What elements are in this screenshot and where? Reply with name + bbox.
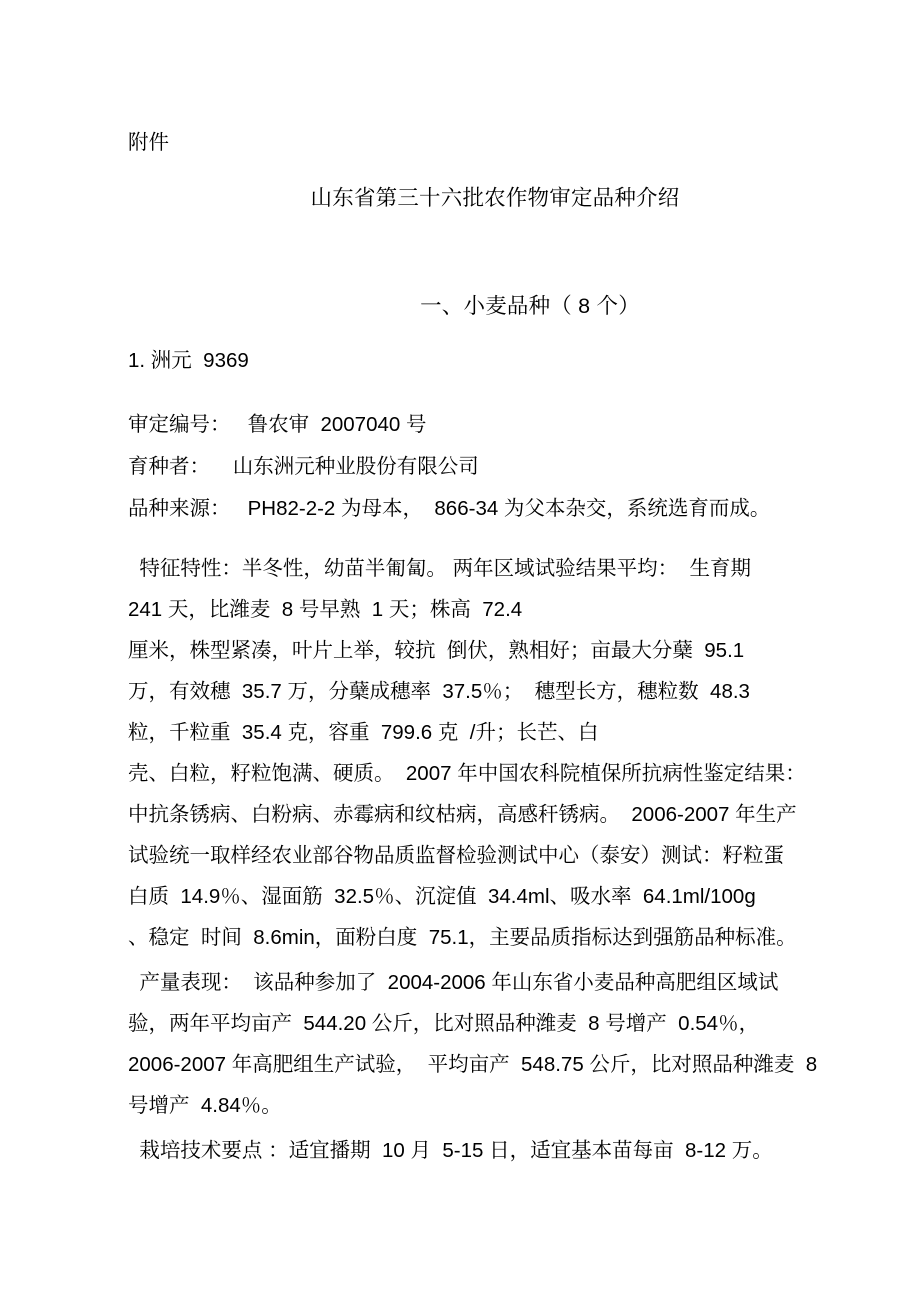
paragraph-characteristics bbox=[128, 548, 862, 958]
paragraph-line: 栽培技术要点 ：适宜播期 10 月 5-15 日，适宜基本苗每亩 8-12 万。 bbox=[128, 1139, 773, 1162]
variety-field-list bbox=[128, 404, 862, 530]
paragraph-cultivation-techniques bbox=[128, 1130, 862, 1171]
variety-name: 1. 洲元 9369 bbox=[128, 349, 249, 372]
section-heading-wheat-varieties: 一、小麦品种（ 8 个） bbox=[420, 294, 640, 318]
attachment-label: 附件 bbox=[128, 131, 169, 154]
paragraph-line: 2006-2007 年高肥组生产试验， 平均亩产 548.75 公斤，比对照品种潍麦 8 bbox=[128, 1053, 818, 1076]
field-approval-number: 审定编号： 鲁农审 2007040 号 bbox=[128, 413, 427, 436]
field-breeder: 育种者： 山东洲元种业股份有限公司 bbox=[128, 455, 479, 478]
paragraph-line: 白质 14.9％、湿面筋 32.5％、沉淀值 34.4ml、吸水率 64.1ml/100g bbox=[128, 885, 756, 908]
paragraph-line: 特征特性：半冬性，幼苗半匍匐。 两年区域试验结果平均： 生育期 bbox=[128, 557, 751, 580]
paragraph-line: 241 天，比潍麦 8 号早熟 1 天；株高 72.4 bbox=[128, 598, 523, 621]
paragraph-line: 、稳定 时间 8.6min，面粉白度 75.1，主要品质指标达到强筋品种标准。 bbox=[128, 926, 797, 949]
paragraph-yield-performance bbox=[128, 962, 862, 1126]
document-title: 山东省第三十六批农作物审定品种介绍 bbox=[310, 186, 680, 210]
paragraph-line: 产量表现： 该品种参加了 2004-2006 年山东省小麦品种高肥组区域试 bbox=[128, 971, 779, 994]
field-variety-source: 品种来源： PH82-2-2 为母本， 866-34 为父本杂交，系统选育而成。 bbox=[128, 497, 771, 520]
paragraph-line: 试验统一取样经农业部谷物品质监督检验测试中心（泰安）测试：籽粒蛋 bbox=[128, 844, 784, 867]
paragraph-line: 壳、白粒，籽粒饱满、硬质。 2007 年中国农科院植保所抗病性鉴定结果： bbox=[128, 762, 806, 785]
paragraph-line: 中抗条锈病、白粉病、赤霉病和纹枯病，高感秆锈病。 2006-2007 年生产 bbox=[128, 803, 797, 826]
paragraph-line: 粒，千粒重 35.4 克，容重 799.6 克 /升；长芒、白 bbox=[128, 721, 599, 744]
paragraph-line: 验，两年平均亩产 544.20 公斤，比对照品种潍麦 8 号增产 0.54％， bbox=[128, 1012, 760, 1035]
paragraph-line: 号增产 4.84％。 bbox=[128, 1094, 282, 1117]
paragraph-line: 万，有效穗 35.7 万，分蘖成穗率 37.5％； 穗型长方，穗粒数 48.3 bbox=[128, 680, 750, 703]
paragraph-line: 厘米，株型紧凑，叶片上举，较抗 倒伏，熟相好；亩最大分蘖 95.1 bbox=[128, 639, 745, 662]
